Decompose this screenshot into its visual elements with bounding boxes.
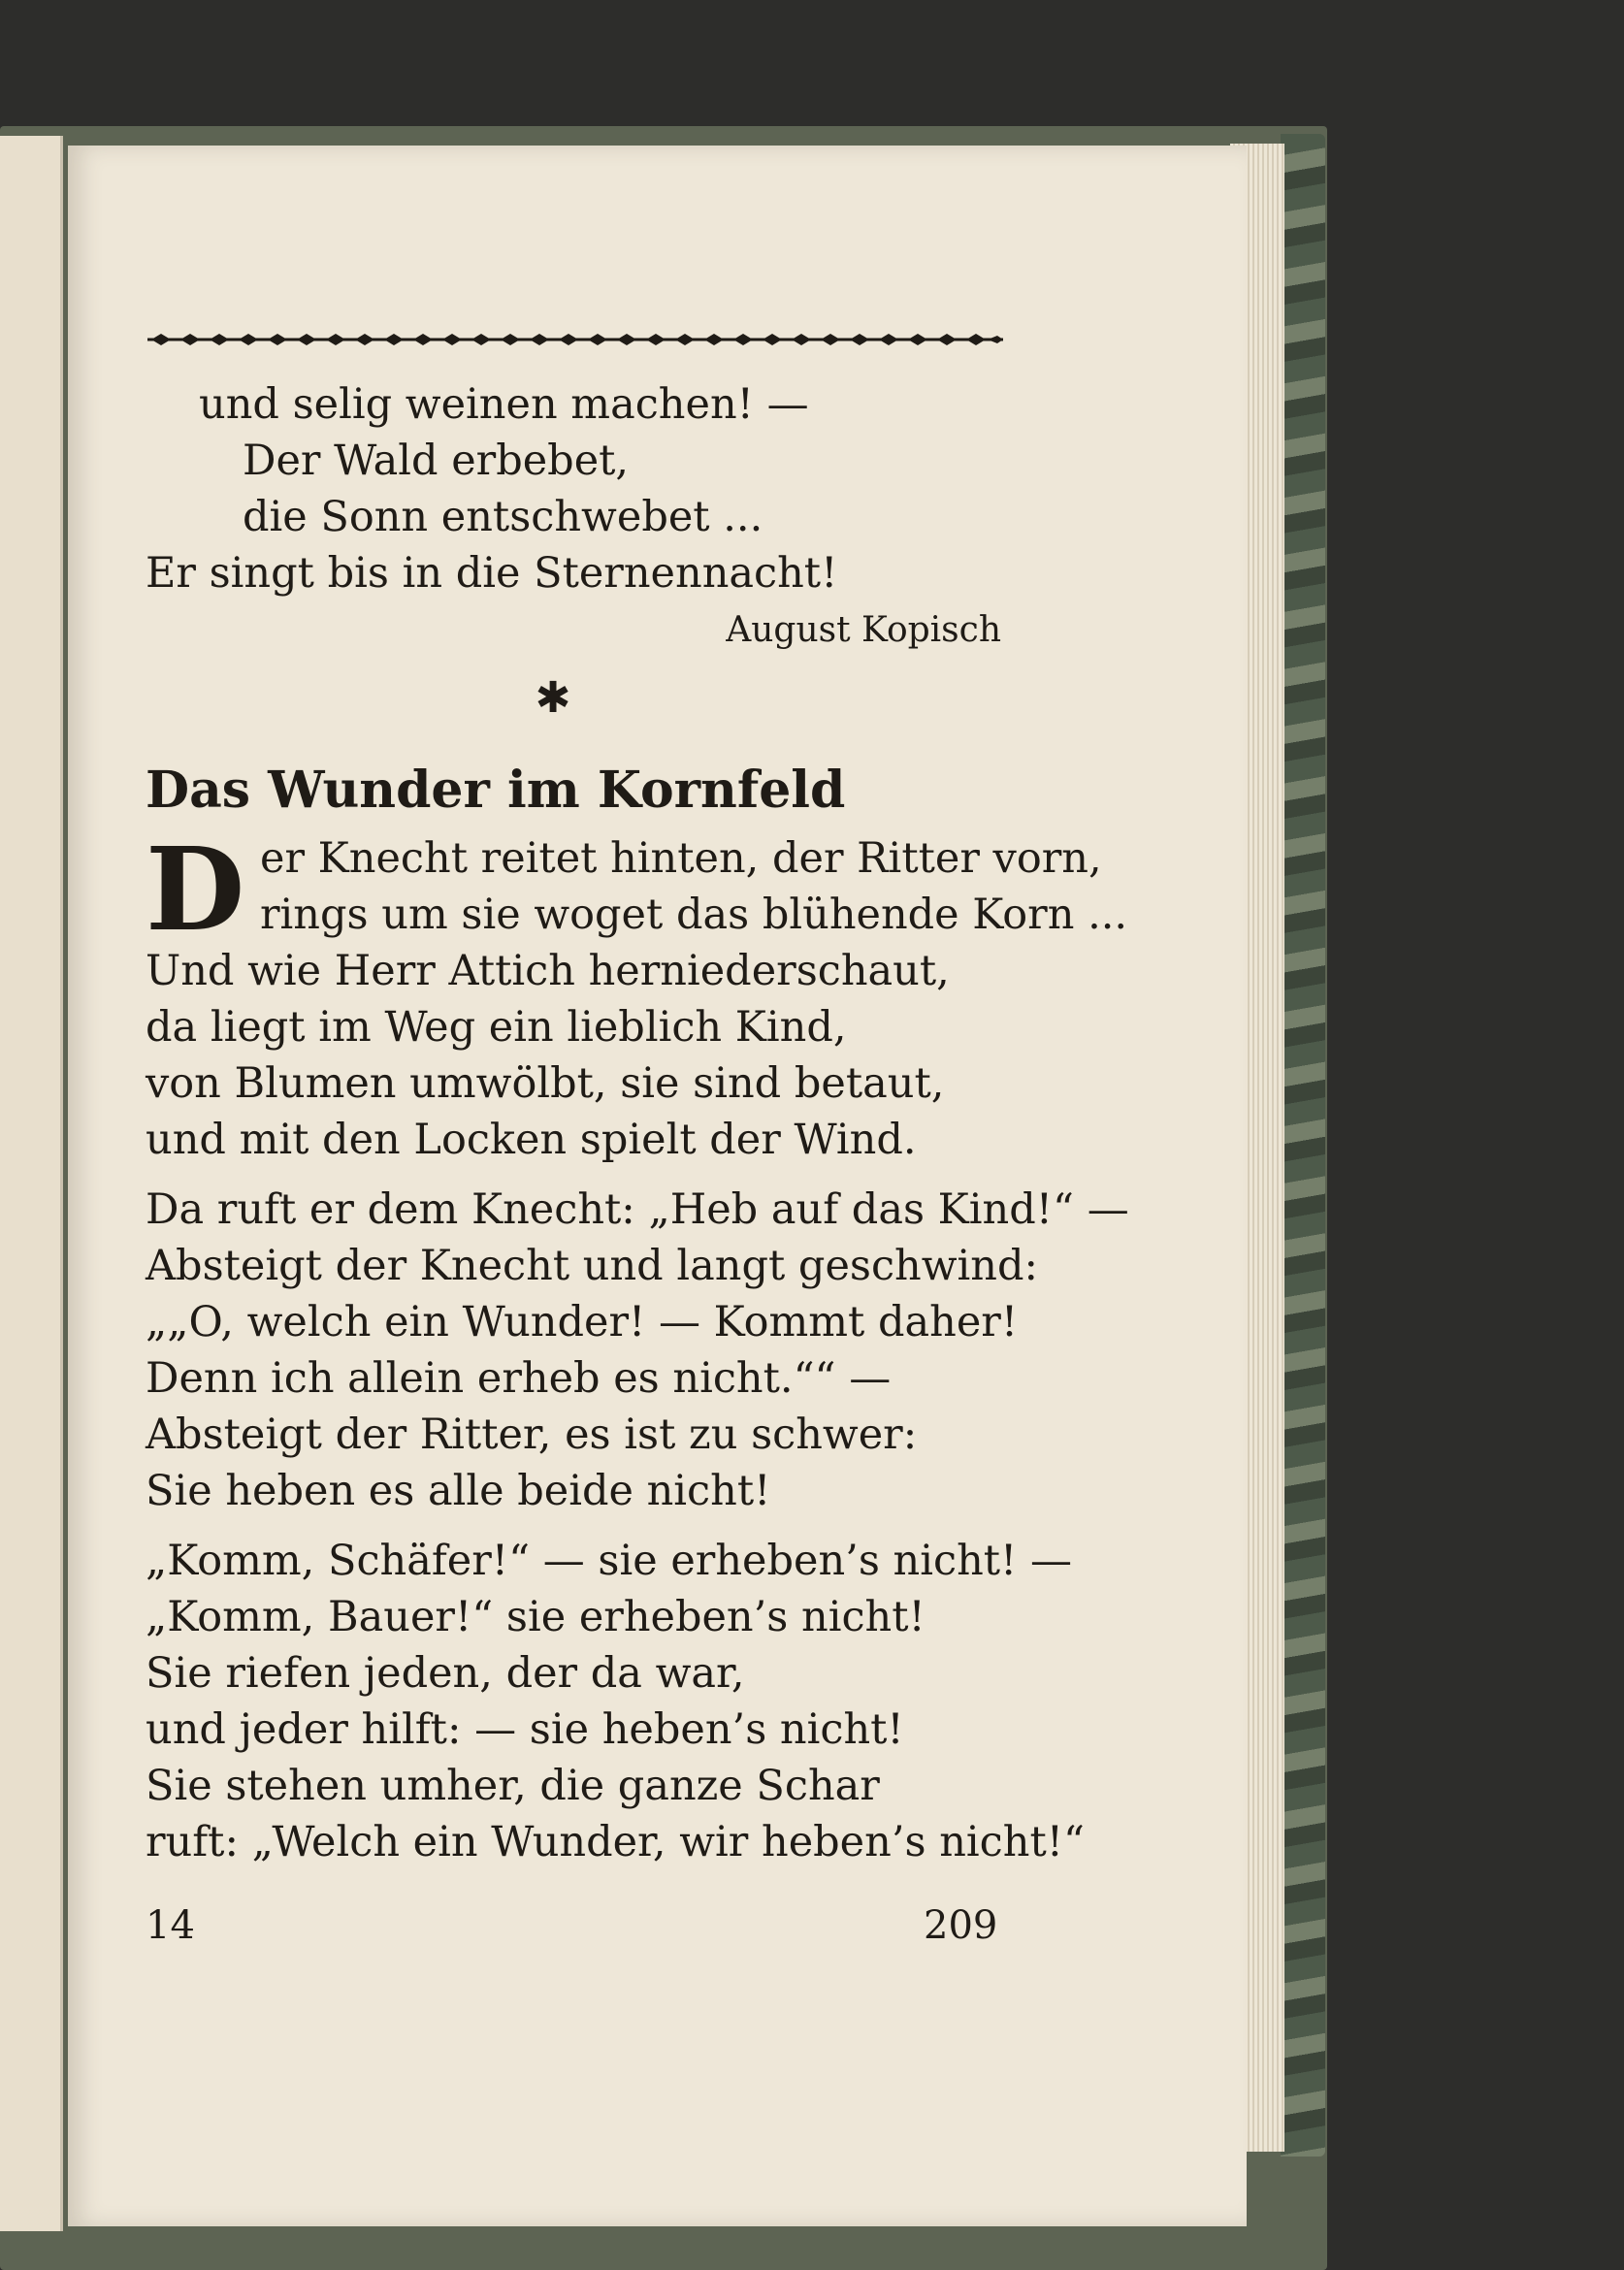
poem-line: und selig weinen machen! —: [199, 380, 809, 429]
poem-line: die Sonn entschwebet ...: [243, 493, 763, 541]
poem-line: Der Wald erbebet,: [243, 437, 630, 485]
poem-line: Sie stehen umher, die ganze Schar: [146, 1762, 880, 1810]
poem-line: von Blumen umwölbt, sie sind betaut,: [146, 1059, 945, 1108]
poem-line: und jeder hilft: — sie heben’s nicht!: [146, 1705, 904, 1754]
poem-line: ruft: „Welch ein Wunder, wir heben’s nicht!“: [146, 1818, 1085, 1866]
poem-line: Sie heben es alle beide nicht!: [146, 1467, 771, 1515]
poem-title: Das Wunder im Kornfeld: [146, 761, 846, 820]
poem-line: Denn ich allein erheb es nicht.““ —: [146, 1354, 892, 1403]
left-page-edge: [0, 136, 63, 2231]
poem-line: „Komm, Schäfer!“ — sie erheben’s nicht! —: [146, 1537, 1073, 1585]
poem-line: und mit den Locken spielt der Wind.: [146, 1116, 917, 1164]
page-number: 209: [924, 1903, 998, 1948]
poem-line: Absteigt der Ritter, es ist zu schwer:: [146, 1411, 918, 1459]
poem-line: Absteigt der Knecht und langt geschwind:: [146, 1242, 1039, 1290]
poem-line: da liegt im Weg ein lieblich Kind,: [146, 1003, 847, 1052]
drop-cap: D: [146, 822, 245, 957]
poem-line: Sie riefen jeden, der da war,: [146, 1649, 745, 1698]
poem-line: „„O, welch ein Wunder! — Kommt daher!: [146, 1298, 1019, 1346]
poem-line: Da ruft er dem Knecht: „Heb auf das Kind!“ —: [146, 1185, 1129, 1234]
signature-mark: 14: [146, 1903, 195, 1948]
asterisk-separator-icon: ✱: [535, 673, 571, 723]
book-cover-marbled-edge: [1281, 134, 1325, 2156]
stanza-3: [146, 1533, 1085, 1870]
ornamental-rule: [147, 330, 1003, 349]
author-credit: August Kopisch: [726, 610, 1001, 650]
poem-line: Er singt bis in die Sternennacht!: [146, 549, 838, 598]
stanza-2: [146, 1182, 1129, 1519]
page-text: [146, 376, 1129, 1870]
poem-line: Und wie Herr Attich herniederschaut,: [146, 947, 950, 995]
poem-line: er Knecht reitet hinten, der Ritter vorn,: [260, 834, 1102, 883]
stanza-1: [146, 822, 1128, 957]
poem-line: rings um sie woget das blühende Korn ...: [260, 891, 1128, 939]
poem-line: „Komm, Bauer!“ sie erheben’s nicht!: [146, 1593, 926, 1641]
